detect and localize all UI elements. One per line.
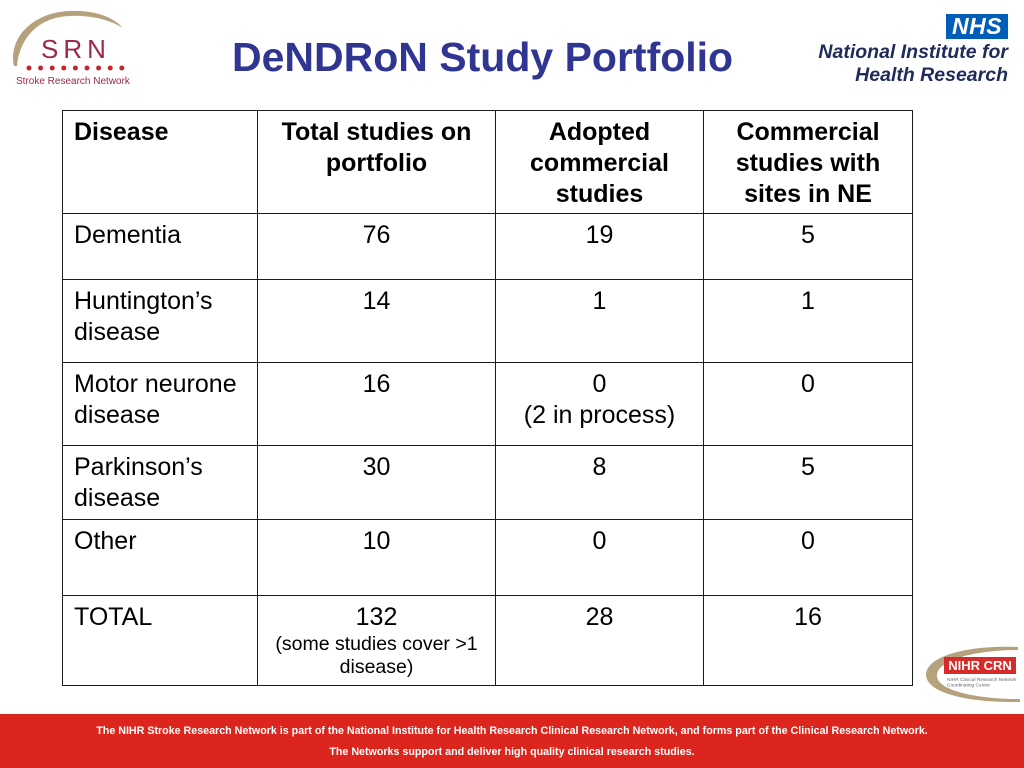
cell-commercial-ne: 16 [704,596,913,686]
cell-commercial-ne: 5 [704,446,913,520]
cell-total: 30 [258,446,496,520]
nihr-name-line2: Health Research [855,64,1008,86]
nihr-crn-caption [947,677,1016,688]
footer-bar [0,714,1024,768]
header-commercial-ne: Commercial studies with sites in NE [704,111,913,214]
header-adopted-commercial: Adopted commercial studies [496,111,704,214]
cell-total [258,596,496,686]
cell-total: 10 [258,520,496,596]
nihr-crn-caption-line1: NIHR Clinical Research Network [947,677,1017,683]
cell-total: 16 [258,363,496,446]
cell-adopted: 1 [496,280,704,363]
cell-total: 14 [258,280,496,363]
nihr-crn-logo [916,636,1024,712]
footer-line-1: The NIHR Stroke Research Network is part of the National Institute for Health Research Clinical Research Network, and forms part of the Clinical Research Network. [96,724,928,737]
srn-dots-icon [27,66,125,71]
page-title: DeNDRoN Study Portfolio [232,34,734,80]
cell-commercial-ne: 1 [704,280,913,363]
cell-adopted: 8 [496,446,704,520]
cell-adopted-note: (2 in process) [523,401,676,429]
nihr-name-line1: National Institute for [818,41,1008,63]
cell-adopted: 28 [496,596,704,686]
cell-disease: Dementia [63,214,258,280]
nihr-crn-caption-line2: Coordinating Centre [947,682,990,688]
nhs-badge: NHS [946,14,1008,39]
cell-adopted: 0 [496,520,704,596]
footer-line-2: The Networks support and deliver high quality clinical research studies. [329,745,695,758]
cell-commercial-ne: 0 [704,520,913,596]
srn-logo-name: Stroke Research Network [16,76,130,87]
nihr-crn-badge: NIHR CRN [944,657,1016,674]
cell-total-value: 132 [355,603,398,631]
cell-total-note: (some studies cover >1 disease) [275,633,478,678]
portfolio-table [62,110,913,686]
cell-disease: Huntington’s disease [63,280,258,363]
cell-commercial-ne: 0 [704,363,913,446]
srn-logo [0,0,140,95]
cell-adopted [496,363,704,446]
cell-commercial-ne: 5 [704,214,913,280]
cell-adopted: 19 [496,214,704,280]
nihr-crn-swoosh-icon [916,636,1024,712]
nhs-nihr-logo [808,14,1008,90]
header-disease: Disease [63,111,258,214]
cell-disease: Parkinson’s disease [63,446,258,520]
cell-disease: Other [63,520,258,596]
cell-disease: Motor neurone disease [63,363,258,446]
cell-adopted-value: 0 [592,370,607,398]
srn-logo-acronym: SRN [41,34,111,64]
cell-total: 76 [258,214,496,280]
cell-disease: TOTAL [63,596,258,686]
header-total-studies: Total studies on portfolio [258,111,496,214]
